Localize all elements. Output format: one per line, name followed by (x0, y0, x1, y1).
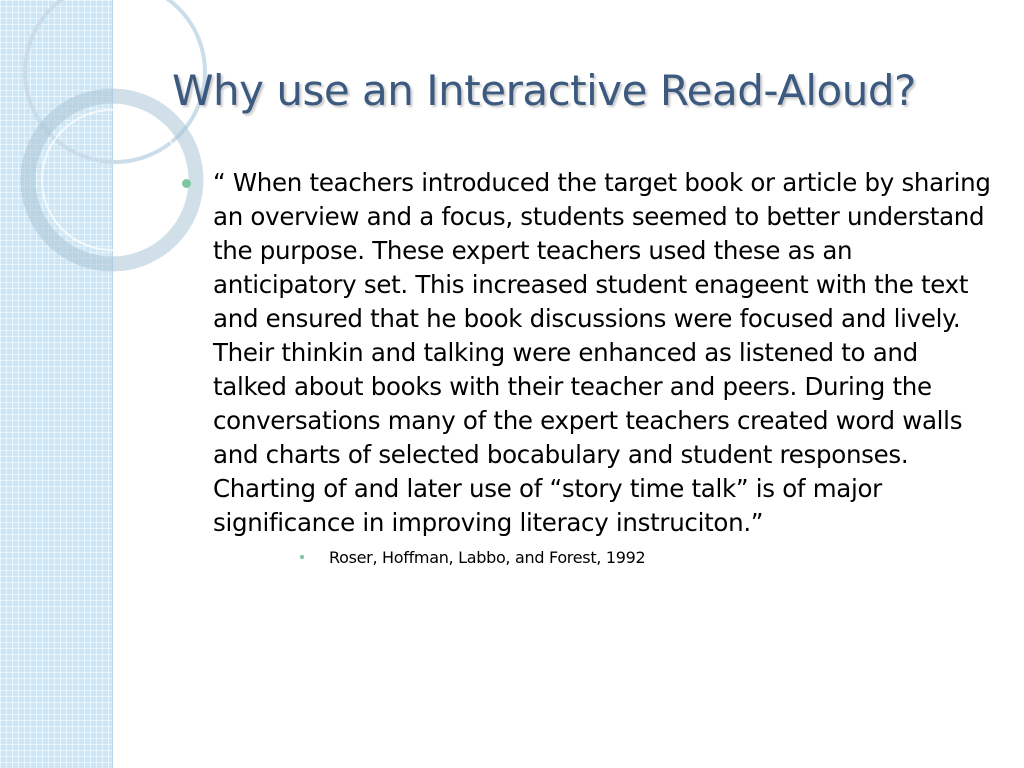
bullet-dot-icon (182, 179, 191, 188)
citation-text: Roser, Hoffman, Labbo, and Forest, 1992 (329, 548, 646, 567)
quote-bullet-item (182, 166, 994, 568)
medium-ring-inner (42, 110, 182, 250)
slide-body (182, 166, 994, 568)
slide-title: Why use an Interactive Read-Aloud? (172, 66, 916, 115)
citation-item (213, 548, 994, 568)
quote-text: “ When teachers introduced the target book or article by sharing an overview and a focus, students seemed to better understand the purpose. These expert teachers used these as an anticipatory set. This increased student enageent with the text and ensured that he book discussions were focused and lively. Their thinkin and talking were enhanced as listened to and talked about books with their teacher and peers. During the conversations many of the expert teachers created word walls and charts of selected bocabulary and student responses. Charting of and later use of “story time talk” is of major significance in improving literacy instruciton.” (213, 168, 991, 537)
citation-list (213, 548, 994, 568)
medium-ring (28, 96, 196, 264)
sub-bullet-dot-icon (300, 555, 304, 559)
